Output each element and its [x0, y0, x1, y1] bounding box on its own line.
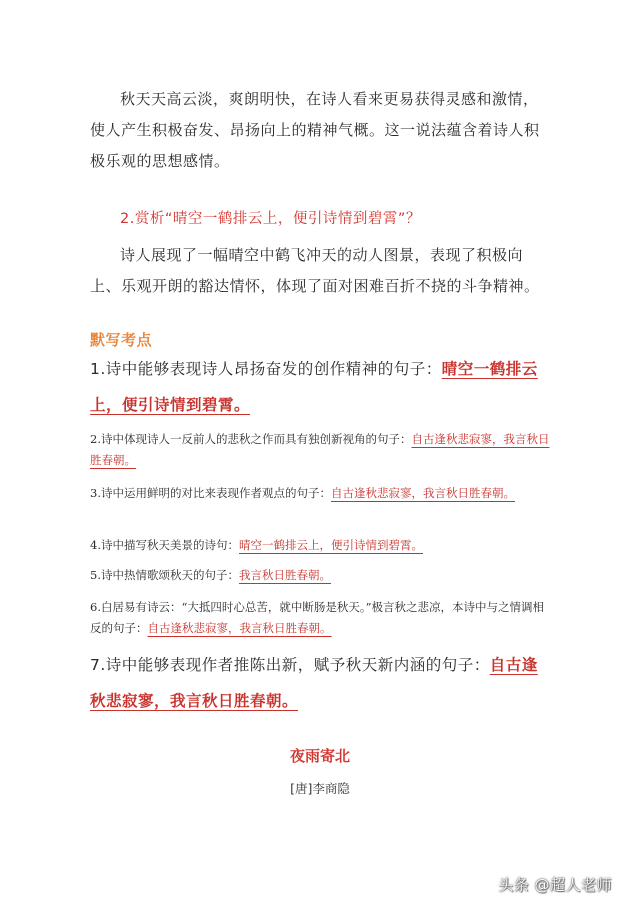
paragraph-2: 诗人展现了一幅晴空中鹤飞冲天的动人图景，表现了积极向上、乐观开朗的豁达情怀，体现了面对困难百折不挠的斗争精神。	[90, 246, 540, 295]
item-4	[90, 535, 550, 556]
item-answer: 我言秋日胜春朝。	[238, 568, 331, 582]
item-answer: 自古逢秋悲寂寥，我言秋日胜春朝。	[90, 656, 538, 710]
item-5	[90, 565, 550, 586]
item-question: 7.诗中能够表现作者推陈出新，赋予秋天新内涵的句子：	[90, 656, 490, 674]
item-answer: 晴空一鹤排云上，便引诗情到碧霄。	[238, 538, 423, 552]
item-6	[90, 597, 550, 639]
watermark: 头条 @超人老师	[498, 876, 612, 894]
item-3	[90, 483, 550, 504]
item-answer: 自古逢秋悲寂寥，我言秋日胜春朝。	[330, 486, 515, 500]
item-question: 6.白居易有诗云：“大抵四时心总苦，就中断肠是秋天。”极言秋之悲凉，本诗中与之情调相反的句子：	[90, 600, 544, 635]
item-7	[90, 647, 550, 719]
item-question: 2.诗中体现诗人一反前人的悲秋之作而具有独创新视角的句子：	[90, 432, 412, 446]
poem-title: 夜雨寄北	[289, 747, 350, 765]
item-question: 4.诗中描写秋天美景的诗句：	[90, 538, 239, 552]
item-answer: 自古逢秋悲寂寥，我言秋日胜春朝。	[147, 621, 332, 635]
paragraph-1: 秋天天高云淡，爽朗明快，在诗人看来更易获得灵感和激情，使人产生积极奋发、昂扬向上的精神气概。这一说法蕴含着诗人积极乐观的思想感情。	[90, 90, 540, 170]
item-question: 3.诗中运用鲜明的对比来表现作者观点的句子：	[90, 486, 331, 500]
section-title: 默写考点	[90, 331, 153, 349]
item-answer: 自古逢秋悲寂寥，我言秋日胜春朝。	[90, 432, 550, 467]
item-2	[90, 429, 550, 471]
item-answer: 晴空一鹤排云上，便引诗情到碧霄。	[90, 360, 538, 414]
poem-author: [唐]李商隐	[290, 781, 350, 796]
item-1	[90, 351, 550, 423]
item-question: 5.诗中热情歌颂秋天的句子：	[90, 568, 239, 582]
item-question: 1.诗中能够表现诗人昂扬奋发的创作精神的句子：	[90, 360, 442, 378]
question-2-heading: 2.赏析“晴空一鹤排云上，便引诗情到碧霄”？	[120, 211, 421, 227]
